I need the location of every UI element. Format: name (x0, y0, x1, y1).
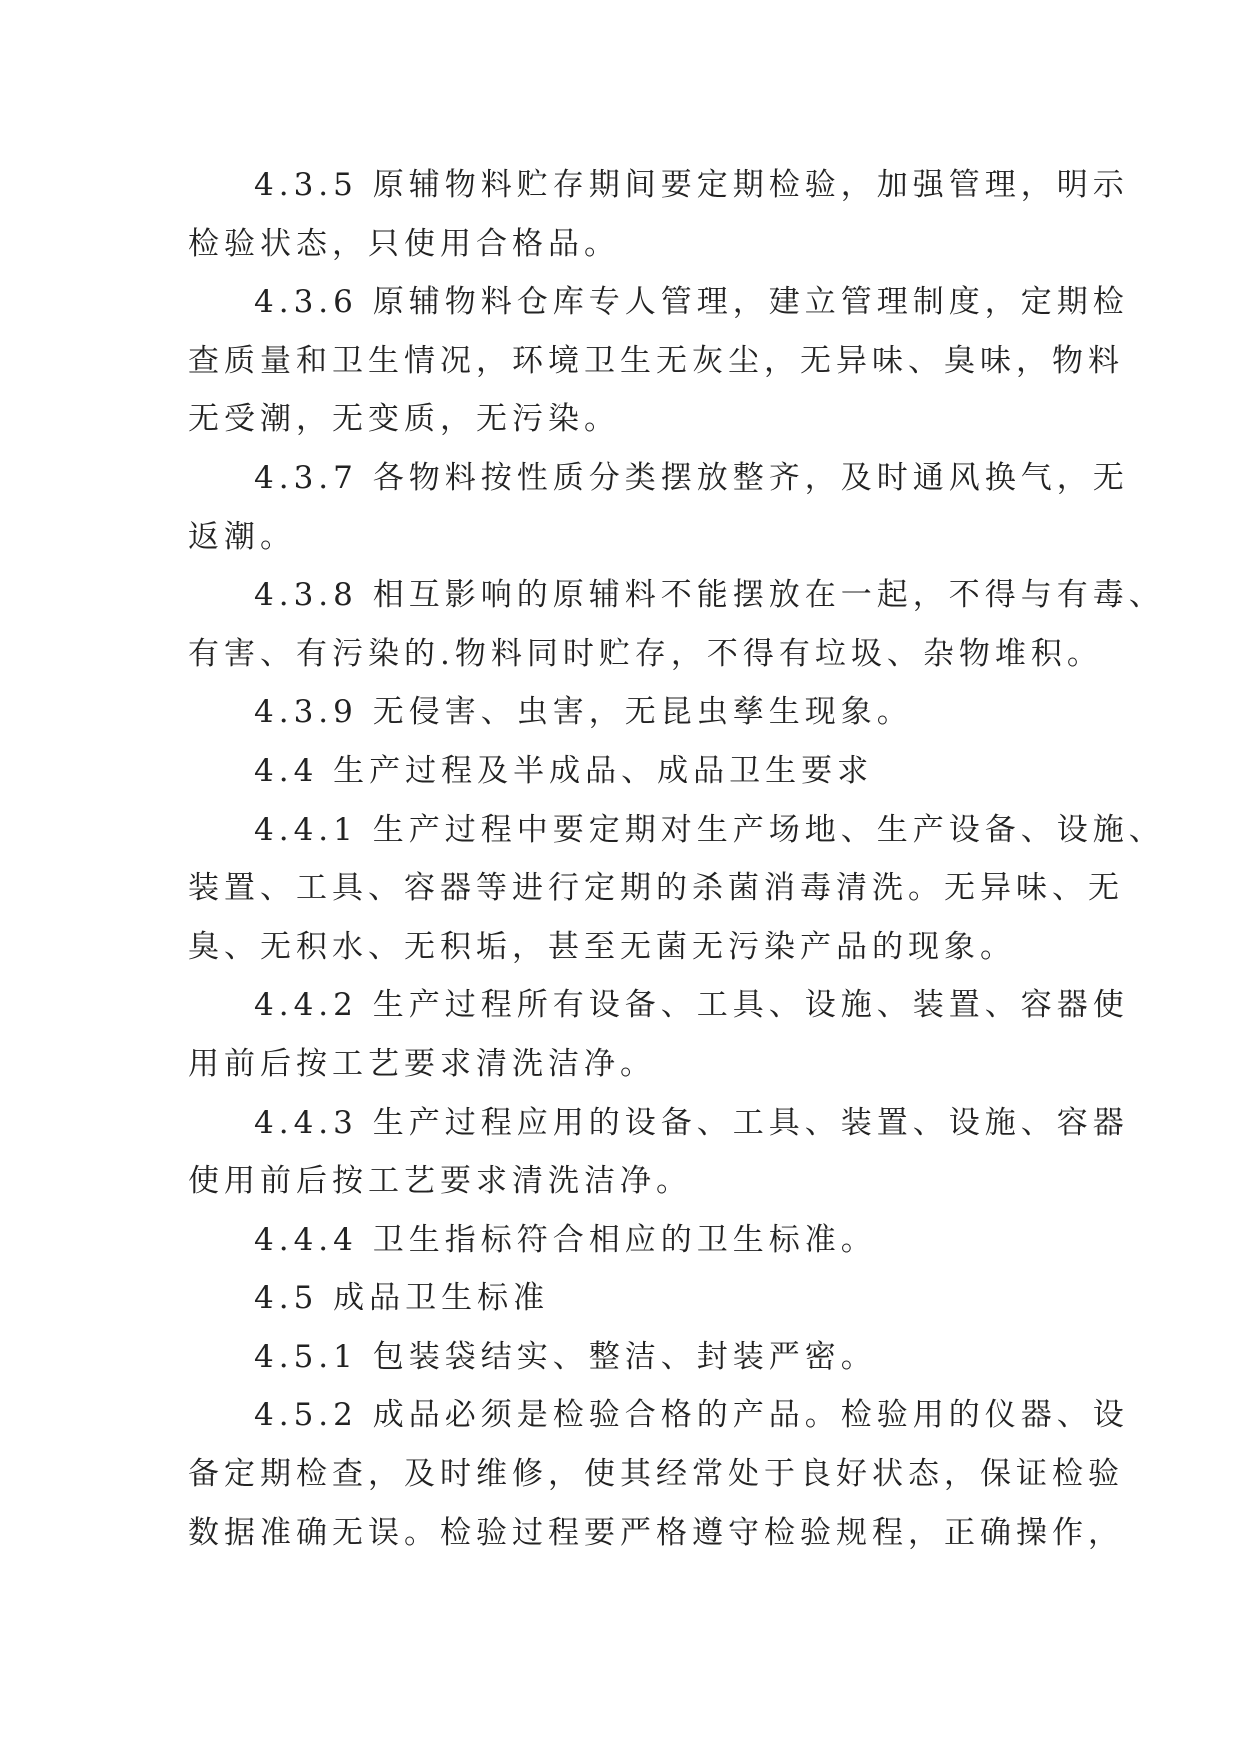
paragraph-line: 4.4.3 生产过程应用的设备、工具、装置、设施、容器 (254, 1104, 1129, 1141)
paragraph-line: 4.4.4 卫生指标符合相应的卫生标准。 (254, 1221, 877, 1258)
paragraph-line: 4.4.2 生产过程所有设备、工具、设施、装置、容器使 (254, 987, 1129, 1024)
paragraph-line: 4.3.7 各物料按性质分类摆放整齐，及时通风换气，无 (254, 459, 1129, 496)
document-body (188, 156, 1165, 1562)
paragraph-line: 无受潮，无变质，无污染。 (188, 401, 620, 438)
paragraph-line: 4.5.2 成品必须是检验合格的产品。检验用的仪器、设 (254, 1397, 1129, 1434)
paragraph-4-4-3 (188, 1094, 1129, 1211)
paragraph-line: 4.4.1 生产过程中要定期对生产场地、生产设备、设施、 (254, 811, 1165, 848)
paragraph-line: 用前后按工艺要求清洗洁净。 (188, 1045, 656, 1082)
section-heading-4-5 (188, 1269, 1058, 1328)
paragraph-line: 使用前后按工艺要求清洗洁净。 (188, 1163, 692, 1200)
paragraph-4-5-1 (188, 1328, 1058, 1387)
paragraph-line: 返潮。 (188, 518, 296, 555)
paragraph-line: 4.3.5 原辅物料贮存期间要定期检验，加强管理，明示 (254, 167, 1129, 203)
paragraph-4-3-5 (188, 156, 1129, 273)
paragraph-4-4-1 (188, 801, 1165, 977)
paragraph-line: 数据准确无误。检验过程要严格遵守检验规程，正确操作， (188, 1514, 1124, 1551)
paragraph-4-4-2 (188, 976, 1129, 1093)
paragraph-line: 有害、有污染的.物料同时贮存，不得有垃圾、杂物堆积。 (188, 635, 1103, 672)
paragraph-line: 检验状态，只使用合格品。 (188, 225, 620, 262)
paragraph-line: 4.3.9 无侵害、虫害，无昆虫孳生现象。 (254, 694, 913, 731)
paragraph-line: 臭、无积水、无积垢，甚至无菌无污染产品的现象。 (188, 928, 1016, 965)
paragraph-line: 4.4 生产过程及半成品、成品卫生要求 (254, 752, 874, 789)
paragraph-4-3-6 (188, 273, 1129, 449)
paragraph-line: 装置、工具、容器等进行定期的杀菌消毒清洗。无异味、无 (188, 870, 1124, 907)
paragraph-line: 查质量和卫生情况，环境卫生无灰尘，无异味、臭味，物料 (188, 342, 1124, 379)
section-heading-4-4 (188, 742, 1058, 801)
paragraph-line: 4.5.1 包装袋结实、整洁、封装严密。 (254, 1338, 877, 1375)
paragraph-4-4-4 (188, 1211, 1058, 1270)
paragraph-line: 4.3.6 原辅物料仓库专人管理，建立管理制度，定期检 (254, 284, 1129, 321)
paragraph-line: 4.3.8 相互影响的原辅料不能摆放在一起，不得与有毒、 (254, 577, 1165, 614)
paragraph-line: 备定期检查，及时维修，使其经常处于良好状态，保证检验 (188, 1456, 1124, 1493)
paragraph-4-5-2 (188, 1386, 1129, 1562)
paragraph-4-3-9 (188, 683, 1058, 742)
paragraph-line: 4.5 成品卫生标准 (254, 1280, 550, 1317)
paragraph-4-3-7 (188, 449, 1129, 566)
paragraph-4-3-8 (188, 566, 1165, 683)
